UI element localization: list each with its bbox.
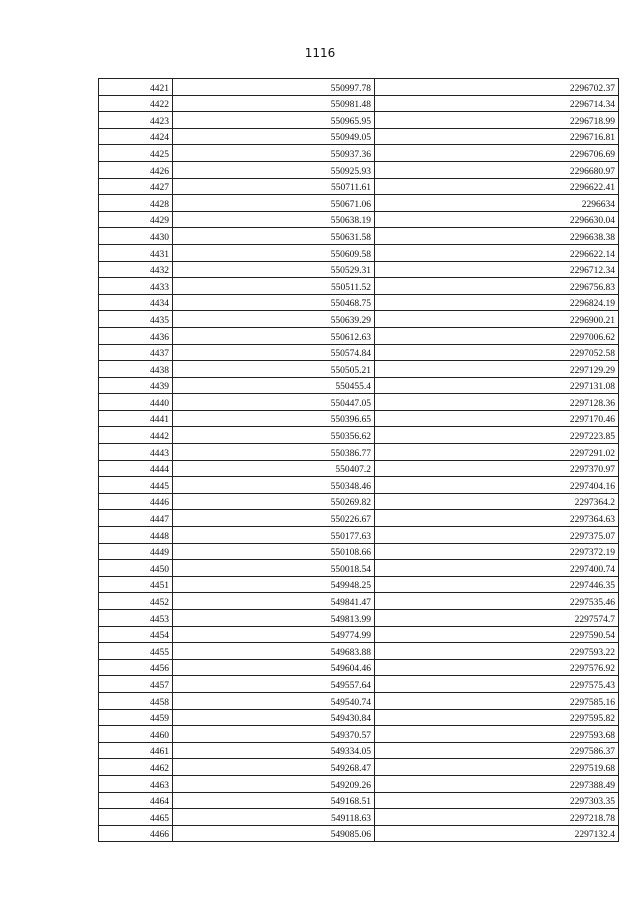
table-row — [99, 377, 619, 394]
y-coordinate-cell: 2297519.68 — [375, 759, 619, 776]
table-row — [99, 825, 619, 842]
table-row — [99, 327, 619, 344]
x-coordinate-cell: 549557.64 — [173, 676, 375, 693]
y-coordinate-cell: 2297535.46 — [375, 593, 619, 610]
point-number-cell: 4423 — [99, 112, 173, 129]
y-coordinate-cell: 2297388.49 — [375, 775, 619, 792]
x-coordinate-cell: 550455.4 — [173, 377, 375, 394]
y-coordinate-cell: 2297400.74 — [375, 560, 619, 577]
point-number-cell: 4442 — [99, 427, 173, 444]
y-coordinate-cell: 2297576.92 — [375, 659, 619, 676]
y-coordinate-cell: 2296622.41 — [375, 178, 619, 195]
x-coordinate-cell: 550638.19 — [173, 211, 375, 228]
x-coordinate-cell: 550609.58 — [173, 244, 375, 261]
y-coordinate-cell: 2296702.37 — [375, 79, 619, 96]
x-coordinate-cell: 550711.61 — [173, 178, 375, 195]
y-coordinate-cell: 2297375.07 — [375, 527, 619, 544]
table-row — [99, 626, 619, 643]
table-row — [99, 742, 619, 759]
x-coordinate-cell: 549841.47 — [173, 593, 375, 610]
y-coordinate-cell: 2296756.83 — [375, 278, 619, 295]
x-coordinate-cell: 550631.58 — [173, 228, 375, 245]
table-row — [99, 576, 619, 593]
table-body — [99, 79, 619, 842]
point-number-cell: 4421 — [99, 79, 173, 96]
x-coordinate-cell: 550177.63 — [173, 527, 375, 544]
table-row — [99, 610, 619, 627]
table-row — [99, 593, 619, 610]
point-number-cell: 4447 — [99, 510, 173, 527]
y-coordinate-cell: 2297574.7 — [375, 610, 619, 627]
x-coordinate-cell: 550505.21 — [173, 361, 375, 378]
x-coordinate-cell: 550447.05 — [173, 394, 375, 411]
point-number-cell: 4433 — [99, 278, 173, 295]
table-row — [99, 460, 619, 477]
point-number-cell: 4455 — [99, 643, 173, 660]
y-coordinate-cell: 2297291.02 — [375, 444, 619, 461]
y-coordinate-cell: 2297128.36 — [375, 394, 619, 411]
point-number-cell: 4428 — [99, 195, 173, 212]
table-row — [99, 444, 619, 461]
table-row — [99, 759, 619, 776]
x-coordinate-cell: 550468.75 — [173, 294, 375, 311]
x-coordinate-cell: 550396.65 — [173, 410, 375, 427]
y-coordinate-cell: 2297404.16 — [375, 477, 619, 494]
y-coordinate-cell: 2297575.43 — [375, 676, 619, 693]
table-row — [99, 543, 619, 560]
table-row — [99, 394, 619, 411]
table-row — [99, 427, 619, 444]
table-row — [99, 510, 619, 527]
x-coordinate-cell: 549604.46 — [173, 659, 375, 676]
y-coordinate-cell: 2297006.62 — [375, 327, 619, 344]
point-number-cell: 4465 — [99, 809, 173, 826]
point-number-cell: 4430 — [99, 228, 173, 245]
table-row — [99, 311, 619, 328]
x-coordinate-cell: 550612.63 — [173, 327, 375, 344]
table-row — [99, 178, 619, 195]
x-coordinate-cell: 550925.93 — [173, 161, 375, 178]
point-number-cell: 4422 — [99, 95, 173, 112]
point-number-cell: 4439 — [99, 377, 173, 394]
point-number-cell: 4449 — [99, 543, 173, 560]
point-number-cell: 4461 — [99, 742, 173, 759]
y-coordinate-cell: 2296716.81 — [375, 128, 619, 145]
y-coordinate-cell: 2296680.97 — [375, 161, 619, 178]
y-coordinate-cell: 2297585.16 — [375, 692, 619, 709]
table-row — [99, 527, 619, 544]
point-number-cell: 4448 — [99, 527, 173, 544]
x-coordinate-cell: 549948.25 — [173, 576, 375, 593]
x-coordinate-cell: 549268.47 — [173, 759, 375, 776]
y-coordinate-cell: 2297364.63 — [375, 510, 619, 527]
x-coordinate-cell: 550949.05 — [173, 128, 375, 145]
table-row — [99, 809, 619, 826]
point-number-cell: 4426 — [99, 161, 173, 178]
table-row — [99, 211, 619, 228]
y-coordinate-cell: 2296630.04 — [375, 211, 619, 228]
point-number-cell: 4431 — [99, 244, 173, 261]
x-coordinate-cell: 549334.05 — [173, 742, 375, 759]
x-coordinate-cell: 549370.57 — [173, 726, 375, 743]
point-number-cell: 4446 — [99, 493, 173, 510]
y-coordinate-cell: 2297370.97 — [375, 460, 619, 477]
y-coordinate-cell: 2297595.82 — [375, 709, 619, 726]
table-row — [99, 676, 619, 693]
x-coordinate-cell: 550386.77 — [173, 444, 375, 461]
y-coordinate-cell: 2297446.35 — [375, 576, 619, 593]
x-coordinate-cell: 549683.88 — [173, 643, 375, 660]
x-coordinate-cell: 550997.78 — [173, 79, 375, 96]
y-coordinate-cell: 2297052.58 — [375, 344, 619, 361]
table-row — [99, 294, 619, 311]
x-coordinate-cell: 549774.99 — [173, 626, 375, 643]
point-number-cell: 4432 — [99, 261, 173, 278]
x-coordinate-cell: 550529.31 — [173, 261, 375, 278]
point-number-cell: 4466 — [99, 825, 173, 842]
page-number: 1116 — [304, 46, 336, 60]
point-number-cell: 4444 — [99, 460, 173, 477]
x-coordinate-cell: 549813.99 — [173, 610, 375, 627]
x-coordinate-cell: 550407.2 — [173, 460, 375, 477]
y-coordinate-cell: 2296706.69 — [375, 145, 619, 162]
y-coordinate-cell: 2296714.34 — [375, 95, 619, 112]
y-coordinate-cell: 2297129.29 — [375, 361, 619, 378]
point-number-cell: 4453 — [99, 610, 173, 627]
point-number-cell: 4440 — [99, 394, 173, 411]
y-coordinate-cell: 2296622.14 — [375, 244, 619, 261]
x-coordinate-cell: 550937.36 — [173, 145, 375, 162]
y-coordinate-cell: 2296634 — [375, 195, 619, 212]
x-coordinate-cell: 550639.29 — [173, 311, 375, 328]
table-row — [99, 244, 619, 261]
x-coordinate-cell: 549209.26 — [173, 775, 375, 792]
point-number-cell: 4437 — [99, 344, 173, 361]
y-coordinate-cell: 2297223.85 — [375, 427, 619, 444]
table-row — [99, 709, 619, 726]
table-row — [99, 95, 619, 112]
x-coordinate-cell: 550269.82 — [173, 493, 375, 510]
y-coordinate-cell: 2297593.22 — [375, 643, 619, 660]
point-number-cell: 4435 — [99, 311, 173, 328]
y-coordinate-cell: 2296718.99 — [375, 112, 619, 129]
point-number-cell: 4464 — [99, 792, 173, 809]
y-coordinate-cell: 2297364.2 — [375, 493, 619, 510]
table-row — [99, 659, 619, 676]
y-coordinate-cell: 2296900.21 — [375, 311, 619, 328]
table-row — [99, 361, 619, 378]
y-coordinate-cell: 2297218.78 — [375, 809, 619, 826]
point-number-cell: 4441 — [99, 410, 173, 427]
point-number-cell: 4443 — [99, 444, 173, 461]
y-coordinate-cell: 2297593.68 — [375, 726, 619, 743]
point-number-cell: 4434 — [99, 294, 173, 311]
point-number-cell: 4438 — [99, 361, 173, 378]
y-coordinate-cell: 2297303.35 — [375, 792, 619, 809]
coordinates-table-container — [98, 78, 618, 842]
x-coordinate-cell: 549085.06 — [173, 825, 375, 842]
x-coordinate-cell: 549430.84 — [173, 709, 375, 726]
table-row — [99, 228, 619, 245]
x-coordinate-cell: 549540.74 — [173, 692, 375, 709]
y-coordinate-cell: 2297170.46 — [375, 410, 619, 427]
point-number-cell: 4460 — [99, 726, 173, 743]
y-coordinate-cell: 2297586.37 — [375, 742, 619, 759]
table-row — [99, 161, 619, 178]
table-row — [99, 477, 619, 494]
table-row — [99, 278, 619, 295]
table-row — [99, 128, 619, 145]
point-number-cell: 4459 — [99, 709, 173, 726]
table-row — [99, 643, 619, 660]
x-coordinate-cell: 550348.46 — [173, 477, 375, 494]
table-row — [99, 261, 619, 278]
point-number-cell: 4424 — [99, 128, 173, 145]
y-coordinate-cell: 2296638.38 — [375, 228, 619, 245]
point-number-cell: 4456 — [99, 659, 173, 676]
point-number-cell: 4457 — [99, 676, 173, 693]
table-row — [99, 792, 619, 809]
point-number-cell: 4451 — [99, 576, 173, 593]
y-coordinate-cell: 2297590.54 — [375, 626, 619, 643]
table-row — [99, 112, 619, 129]
point-number-cell: 4429 — [99, 211, 173, 228]
table-row — [99, 775, 619, 792]
y-coordinate-cell: 2297131.08 — [375, 377, 619, 394]
point-number-cell: 4462 — [99, 759, 173, 776]
x-coordinate-cell: 550511.52 — [173, 278, 375, 295]
x-coordinate-cell: 550018.54 — [173, 560, 375, 577]
x-coordinate-cell: 550965.95 — [173, 112, 375, 129]
table-row — [99, 726, 619, 743]
table-row — [99, 410, 619, 427]
point-number-cell: 4454 — [99, 626, 173, 643]
y-coordinate-cell: 2296712.34 — [375, 261, 619, 278]
x-coordinate-cell: 550108.66 — [173, 543, 375, 560]
x-coordinate-cell: 549118.63 — [173, 809, 375, 826]
table-row — [99, 560, 619, 577]
point-number-cell: 4458 — [99, 692, 173, 709]
point-number-cell: 4425 — [99, 145, 173, 162]
x-coordinate-cell: 550226.67 — [173, 510, 375, 527]
y-coordinate-cell: 2297132.4 — [375, 825, 619, 842]
point-number-cell: 4445 — [99, 477, 173, 494]
x-coordinate-cell: 550356.62 — [173, 427, 375, 444]
x-coordinate-cell: 550981.48 — [173, 95, 375, 112]
point-number-cell: 4427 — [99, 178, 173, 195]
x-coordinate-cell: 550574.84 — [173, 344, 375, 361]
table-row — [99, 79, 619, 96]
x-coordinate-cell: 549168.51 — [173, 792, 375, 809]
table-row — [99, 344, 619, 361]
table-row — [99, 493, 619, 510]
coordinates-table — [98, 78, 619, 842]
point-number-cell: 4463 — [99, 775, 173, 792]
y-coordinate-cell: 2297372.19 — [375, 543, 619, 560]
point-number-cell: 4450 — [99, 560, 173, 577]
point-number-cell: 4452 — [99, 593, 173, 610]
table-row — [99, 145, 619, 162]
y-coordinate-cell: 2296824.19 — [375, 294, 619, 311]
table-row — [99, 195, 619, 212]
point-number-cell: 4436 — [99, 327, 173, 344]
table-row — [99, 692, 619, 709]
x-coordinate-cell: 550671.06 — [173, 195, 375, 212]
